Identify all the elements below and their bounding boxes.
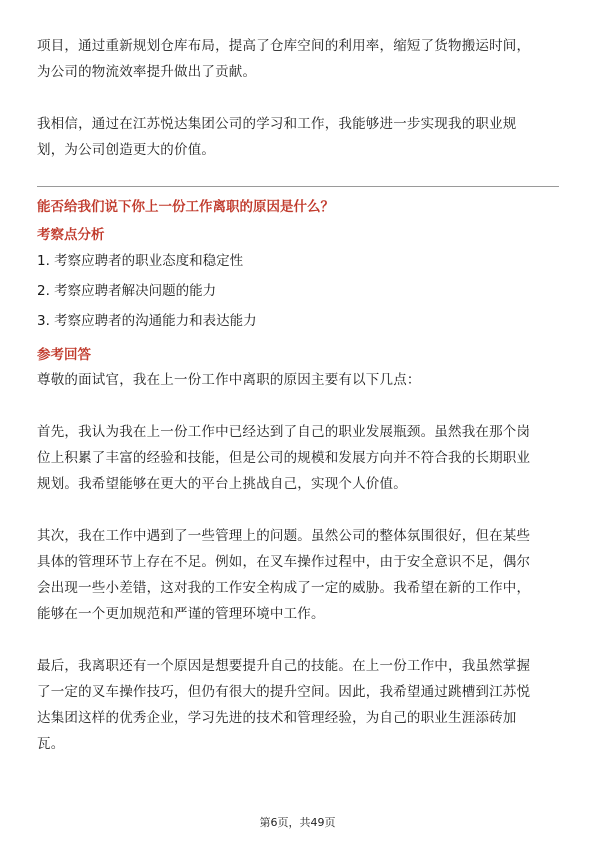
analysis-heading: 考察点分析 — [37, 227, 105, 243]
analysis-item: 2. 考察应聘者解决问题的能力 — [37, 283, 217, 299]
answer-heading: 参考回答 — [37, 347, 91, 363]
text-line: 会出现一些小差错，这对我的工作安全构成了一定的威胁。我希望在新的工作中， — [37, 580, 531, 596]
text-line: 其次，我在工作中遇到了一些管理上的问题。虽然公司的整体氛围很好，但在某些 — [37, 528, 531, 544]
answer-paragraph-3 — [37, 653, 559, 757]
text-line: 瓦。 — [37, 736, 65, 752]
intro-paragraph-2 — [37, 111, 559, 163]
analysis-item: 3. 考察应聘者的沟通能力和表达能力 — [37, 313, 257, 329]
answer-paragraph-1 — [37, 419, 559, 497]
text-line: 首先，我认为我在上一份工作中已经达到了自己的职业发展瓶颈。虽然我在那个岗 — [37, 424, 531, 440]
text-line: 项目，通过重新规划仓库布局，提高了仓库空间的利用率，缩短了货物搬运时间， — [37, 38, 531, 54]
text-line: 为公司的物流效率提升做出了贡献。 — [37, 64, 257, 80]
text-line: 了一定的叉车操作技巧，但仍有很大的提升空间。因此，我希望通过跳槽到江苏悦 — [37, 684, 531, 700]
text-line: 我相信，通过在江苏悦达集团公司的学习和工作，我能够进一步实现我的职业规 — [37, 116, 517, 132]
text-line: 划，为公司创造更大的价值。 — [37, 142, 216, 158]
answer-greeting: 尊敬的面试官，我在上一份工作中离职的原因主要有以下几点： — [37, 372, 421, 388]
page-number: 第6页，共49页 — [259, 816, 336, 829]
question-heading: 能否给我们说下你上一份工作离职的原因是什么？ — [37, 199, 334, 215]
intro-paragraph-1 — [37, 33, 559, 85]
text-line: 具体的管理环节上存在不足。例如，在叉车操作过程中，由于安全意识不足，偶尔 — [37, 554, 531, 570]
intro-section — [37, 33, 559, 163]
text-line: 最后，我离职还有一个原因是想要提升自己的技能。在上一份工作中，我虽然掌握 — [37, 658, 531, 674]
analysis-item: 1. 考察应聘者的职业态度和稳定性 — [37, 253, 244, 269]
answer-paragraph-2 — [37, 523, 559, 627]
text-line: 位上积累了丰富的经验和技能，但是公司的规模和发展方向并不符合我的长期职业 — [37, 450, 531, 466]
answer-body — [37, 367, 559, 757]
text-line: 能够在一个更加规范和严谨的管理环境中工作。 — [37, 606, 325, 622]
text-line: 达集团这样的优秀企业，学习先进的技术和管理经验，为自己的职业生涯添砖加 — [37, 710, 517, 726]
text-line: 规划。我希望能够在更大的平台上挑战自己，实现个人价值。 — [37, 476, 407, 492]
section-divider — [37, 186, 559, 187]
